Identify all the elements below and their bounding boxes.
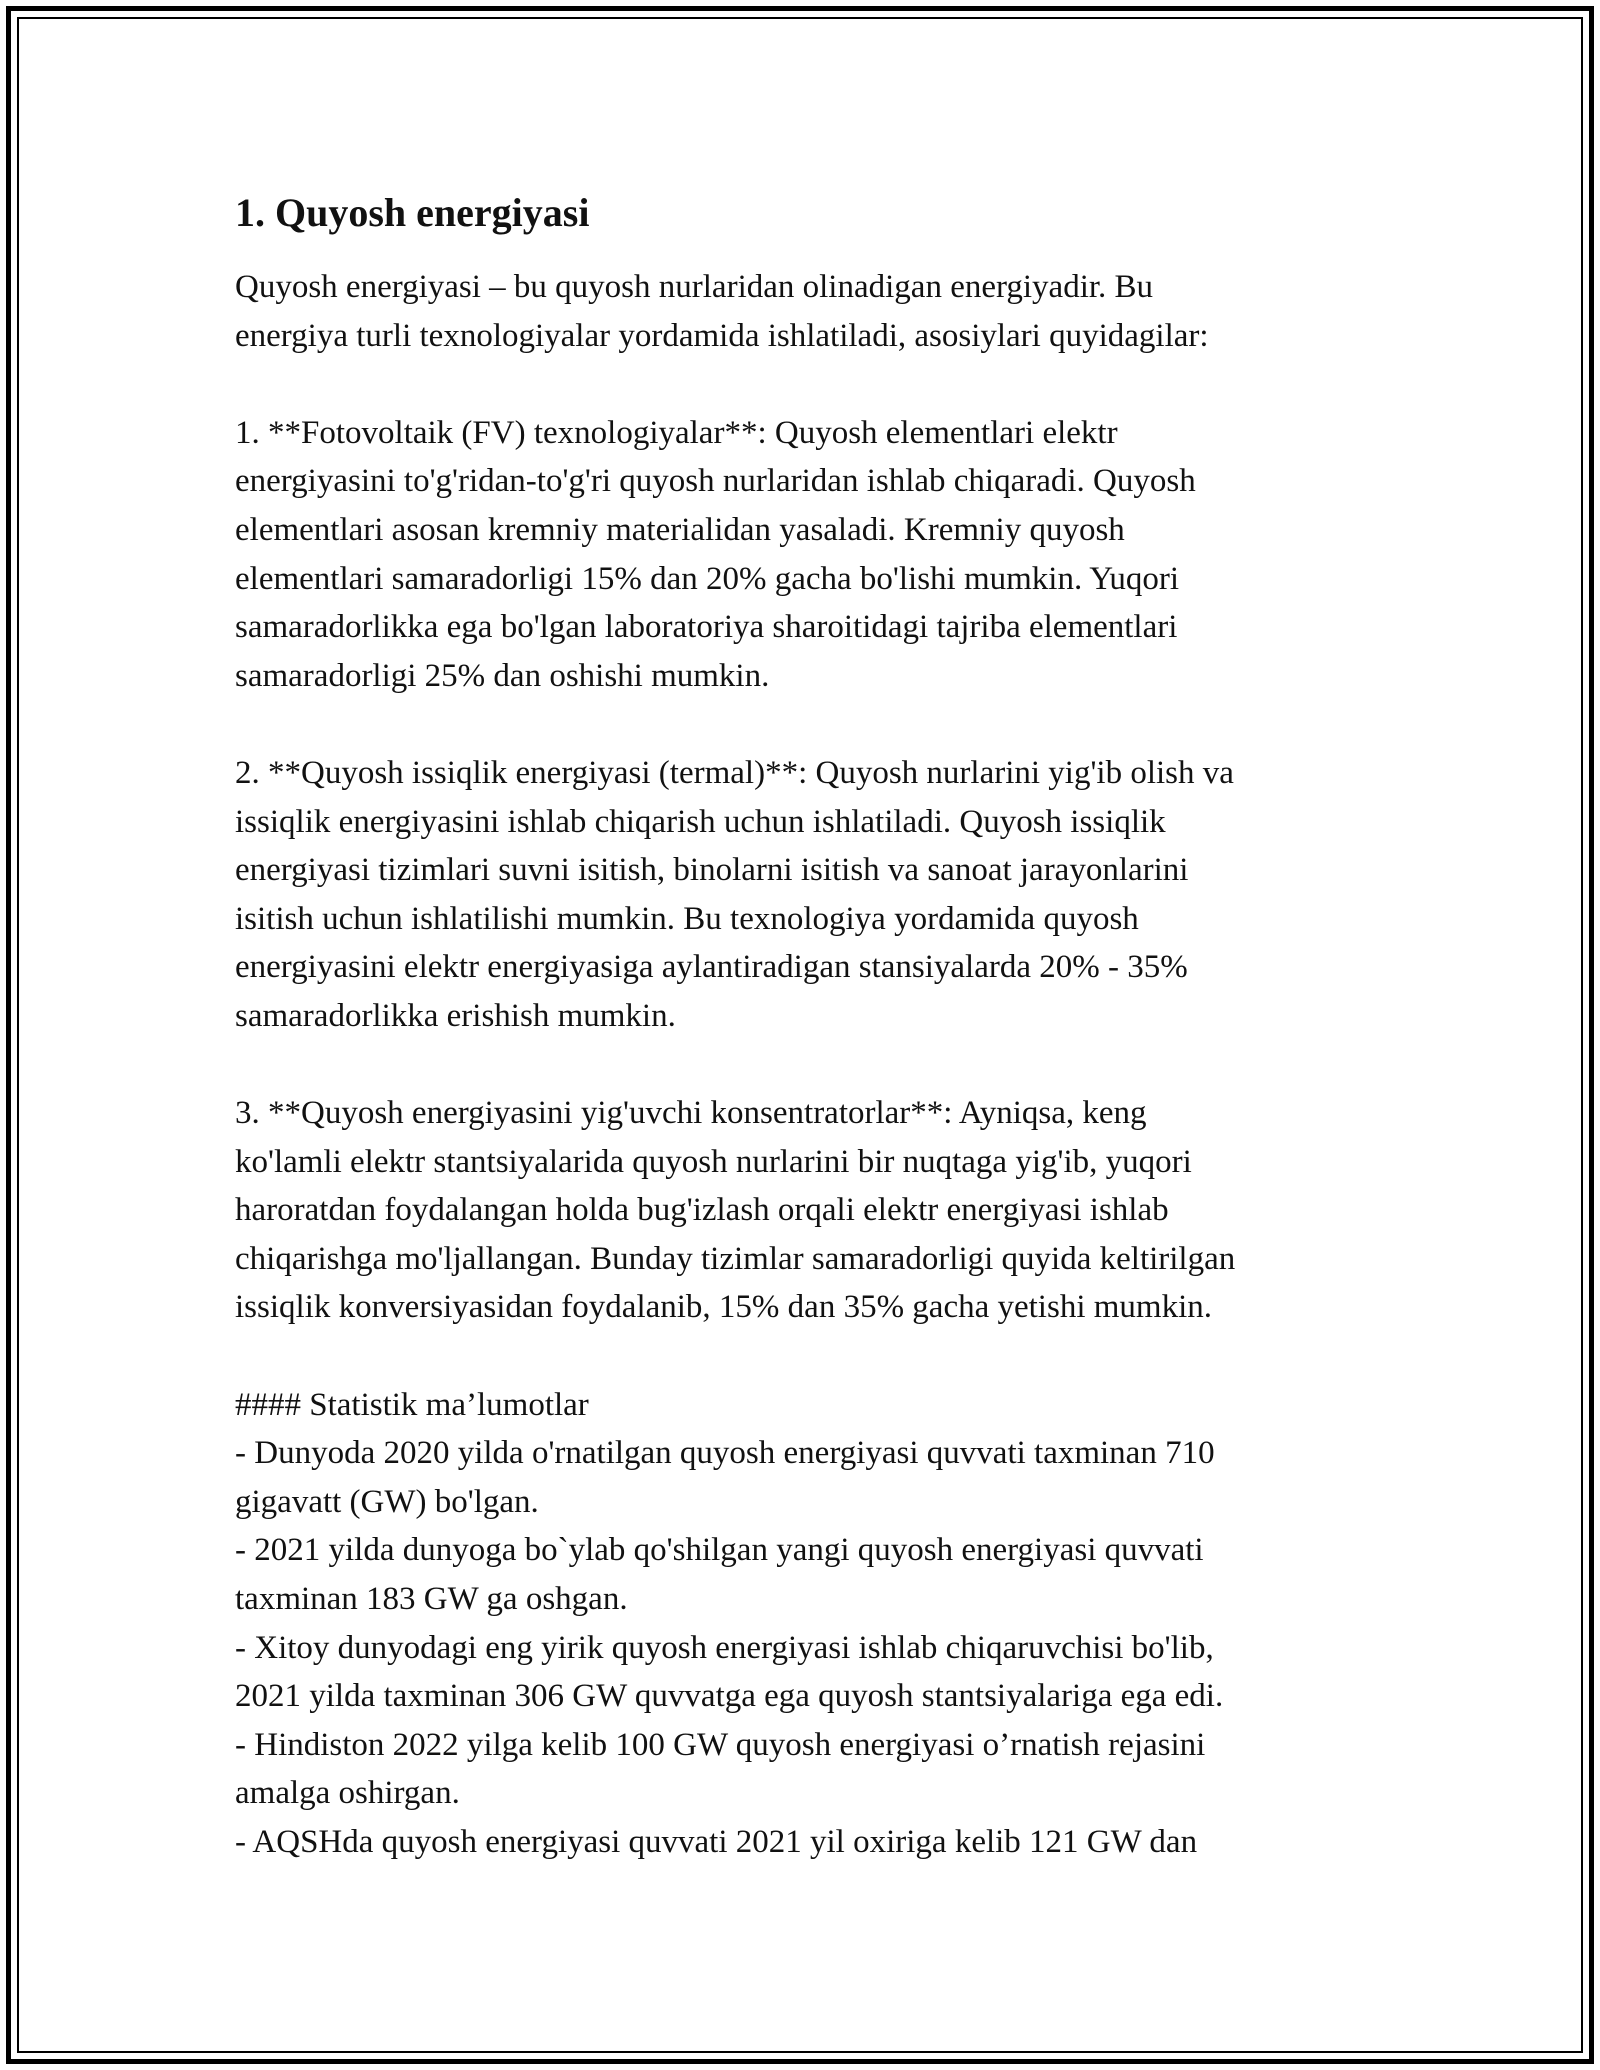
document-title: 1. Quyosh energiyasi: [235, 190, 590, 235]
paragraph-spacer: [235, 700, 1365, 749]
intro-paragraph: Quyosh energiyasi – bu quyosh nurlaridan olinadigan energiyadir. Bu energiya turli texnologiyalar yordamida ishlatiladi, asosiylari quyidagilar:: [235, 269, 1209, 354]
list-item-thermal: 2. **Quyosh issiqlik energiyasi (termal)**: Quyosh nurlarini yig'ib olish va issiqlik energiyasini ishlab chiqarish uchun ishlatiladi. Quyosh issiqlik energiyasi tizimlari suvni isitish, binolarni isitish va sanoat jarayonlarini isitish uchun ishlatilishi mumkin. Bu texnologiya yordamida quyosh energiyasini elektr energiyasiga aylantiradigan stansiyalarda 20% - 35% samaradorlikka erishish mumkin.: [235, 754, 1234, 1034]
list-item-concentrators: 3. **Quyosh energiyasini yig'uvchi konsentratorlar**: Ayniqsa, keng ko'lamli elektr stantsiyalarida quyosh nurlarini bir nuqtaga yig'ib, yuqori haroratdan foydalangan holda bug'izlash orqali elektr energiyasi ishlab chiqarishga mo'ljallangan. Bunday tizimlar samaradorligi quyida keltirilgan issiqlik konversiyasidan foydalanib, 15% dan 35% gacha yetishi mumkin.: [235, 1095, 1236, 1326]
paragraph-spacer: [235, 360, 1365, 409]
statistics-section: #### Statistik ma’lumotlar - Dunyoda 2020 yilda o'rnatilgan quyosh energiyasi quvvati taxminan 710 gigavatt (GW) bo'lgan. - 2021 yilda dunyoga bo`ylab qo'shilgan yangi quyosh energiyasi quvvati taxminan 183 GW ga oshgan. - Xitoy dunyodagi eng yirik quyosh energiyasi ishlab chiqaruvchisi bo'lib, 2021 yilda taxminan 306 GW quvvatga ega quyosh stantsiyalariga ega edi. - Hindiston 2022 yilga kelib 100 GW quyosh energiyasi o’rnatish rejasini amalga oshirgan. - AQSHda quyosh energiyasi quvvati 2021 yil oxiriga kelib 121 GW dan: [235, 1386, 1224, 1860]
document-body: [235, 185, 1365, 1867]
list-item-photovoltaic: 1. **Fotovoltaik (FV) texnologiyalar**: Quyosh elementlari elektr energiyasini to'g'ridan-to'g'ri quyosh nurlaridan ishlab chiqaradi. Quyosh elementlari asosan kremniy materialidan yasaladi. Kremniy quyosh elementlari samaradorligi 15% dan 20% gacha bo'lishi mumkin. Yuqori samaradorlikka ega bo'lgan laboratoriya sharoitidagi tajriba elementlari samaradorligi 25% dan oshishi mumkin.: [235, 414, 1196, 694]
paragraph-spacer: [235, 1332, 1365, 1381]
paragraph-spacer: [235, 1041, 1365, 1090]
